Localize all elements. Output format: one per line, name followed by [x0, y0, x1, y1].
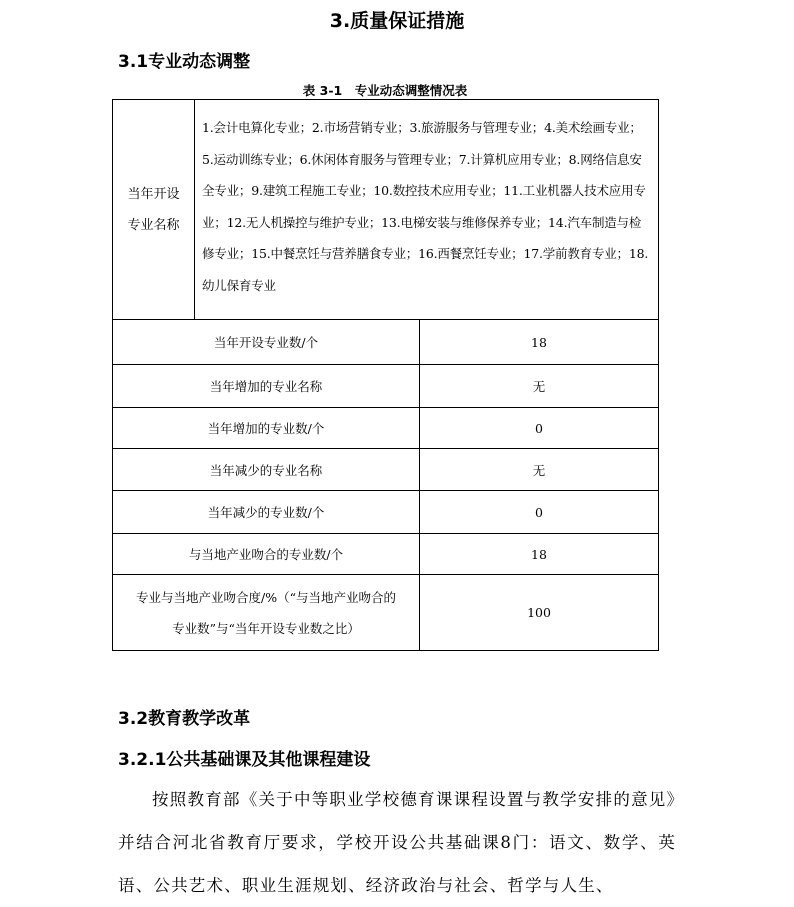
body-paragraph: 按照教育部《关于中等职业学校德育课课程设置与教学安排的意见》并结合河北省教育厅要求，学校开设公共基础课8门：语文、数学、英语、公共艺术、职业生涯规划、经济政治与社会、哲学与人生、 [118, 790, 676, 895]
row-value: 0 [420, 408, 659, 449]
row-value-match-rate: 100 [420, 575, 659, 651]
row-label: 当年开设专业数/个 [113, 320, 420, 365]
majors-label [113, 100, 195, 319]
row-label: 当年增加的专业数/个 [113, 408, 420, 449]
row-label: 与当地产业吻合的专业数/个 [113, 534, 420, 575]
row-value: 无 [420, 449, 659, 491]
majors-list: 1.会计电算化专业；2.市场营销专业；3.旅游服务与管理专业；4.美术绘画专业；5.运动训练专业；6.休闲体育服务与管理专业；7.计算机应用专业；8.网络信息安全专业；9.建筑工程施工专业；10.数控技术应用专业；11.工业机器人技术应用专业；12.无人机操控与维护专业；13.电梯安装与维修保养专业；14.汽车制造与检修专业；15.中餐烹饪与营养膳食专业；16.西餐烹饪专业；17.学前教育专业；18.幼儿保育专业 [202, 120, 649, 293]
row-value: 0 [420, 491, 659, 534]
table-row [113, 365, 659, 408]
subsection-heading-3-2: 3.2教育教学改革 [118, 709, 251, 729]
table-row [113, 534, 659, 575]
row-label: 当年减少的专业数/个 [113, 491, 420, 534]
table-row [113, 408, 659, 449]
table-caption: 表 3-1 专业动态调整情况表 [302, 83, 468, 98]
majors-label-line1: 当年开设 [127, 186, 180, 202]
row-value: 18 [420, 534, 659, 575]
table-row [113, 320, 659, 365]
subsection-heading-3-2-1: 3.2.1公共基础课及其他课程建设 [118, 750, 371, 770]
section-title: 3.质量保证措施 [329, 10, 465, 32]
match-rate-label-line1: 专业与当地产业吻合度/%（“与当地产业吻合的 [136, 589, 396, 605]
table-row-majors-list [113, 100, 659, 320]
row-label-match-rate [113, 575, 420, 651]
subsection-heading-3-1: 3.1专业动态调整 [118, 52, 251, 72]
row-label: 当年减少的专业名称 [113, 449, 420, 491]
major-adjustment-table [112, 99, 659, 651]
row-value: 无 [420, 365, 659, 408]
row-value: 18 [420, 320, 659, 365]
table-row-match-rate [113, 575, 659, 651]
majors-label-line2: 专业名称 [127, 217, 180, 233]
row-label: 当年增加的专业名称 [113, 365, 420, 408]
table-row [113, 449, 659, 491]
match-rate-label-line2: 专业数”与“当年开设专业数之比） [172, 620, 360, 636]
table-row [113, 491, 659, 534]
